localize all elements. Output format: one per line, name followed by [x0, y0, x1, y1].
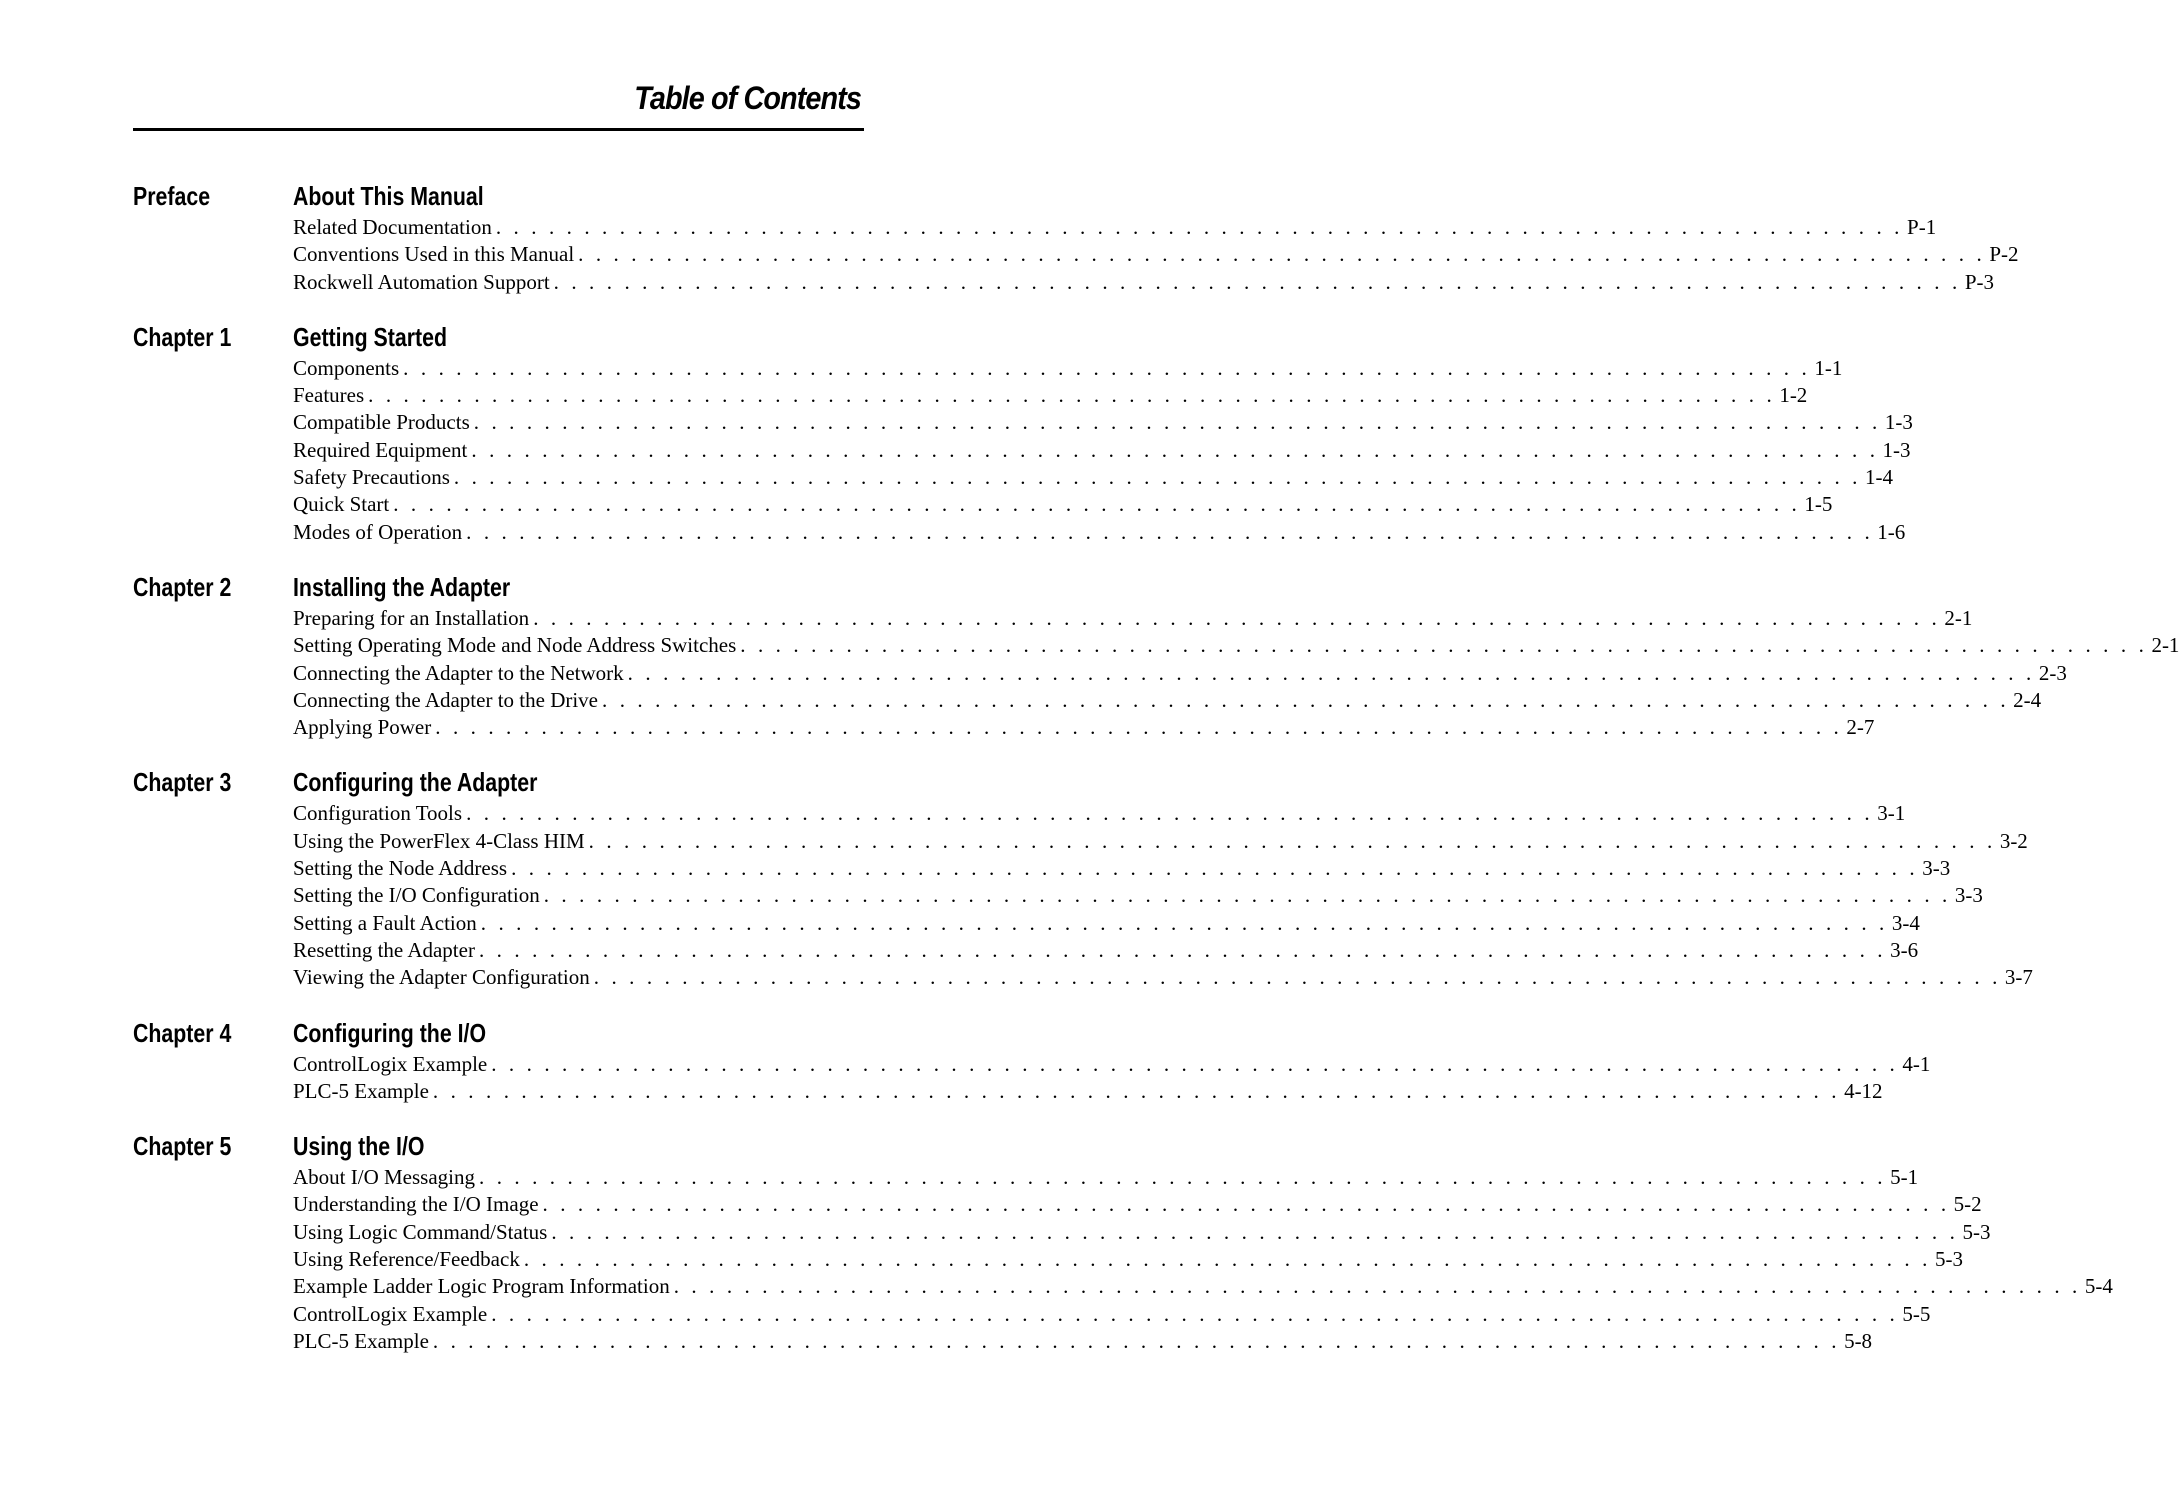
toc-section [133, 319, 1913, 546]
dot-leader: . . . . . . . . . . . . . . . . . . . . . . . . . . . . . . . . . . . . . . . . . . . . . . . . . . . . . . . . . . . . . . . . . . . . . . . . . . . . . . . . [403, 355, 1811, 380]
entry-title: Features [293, 383, 365, 408]
dot-leader: . . . . . . . . . . . . . . . . . . . . . . . . . . . . . . . . . . . . . . . . . . . . . . . . . . . . . . . . . . . . . . . . . . . . . . . . . . . . . . . . [578, 242, 1986, 267]
toc-entry[interactable] [293, 910, 1920, 937]
page-number: 5-8 [1844, 1328, 1873, 1353]
entry-title: Modes of Operation [293, 519, 463, 544]
page-number: 1-3 [1882, 437, 1911, 462]
entry-title: Conventions Used in this Manual [293, 242, 575, 267]
dot-leader: . . . . . . . . . . . . . . . . . . . . . . . . . . . . . . . . . . . . . . . . . . . . . . . . . . . . . . . . . . . . . . . . . . . . . . . . . . . . . . . . [478, 937, 1887, 962]
chapter-label: Chapter 1 [133, 321, 232, 352]
toc-section [133, 178, 2019, 296]
page-number: 3-7 [2004, 965, 2033, 990]
section-body [293, 1128, 2113, 1355]
entry-list [293, 214, 2019, 296]
page-number: 1-6 [1877, 519, 1906, 544]
entry-title: Setting Operating Mode and Node Address Switches [293, 633, 737, 658]
toc-entry[interactable] [293, 632, 2179, 659]
toc-section [133, 569, 2179, 741]
page-number: 1-4 [1865, 465, 1894, 490]
toc-entry[interactable] [293, 1191, 1982, 1218]
toc-entry[interactable] [293, 1246, 1963, 1273]
dot-leader: . . . . . . . . . . . . . . . . . . . . . . . . . . . . . . . . . . . . . . . . . . . . . . . . . . . . . . . . . . . . . . . . . . . . . . . . . . . . . . . . [551, 1219, 1959, 1244]
page-number: 5-3 [1962, 1219, 1991, 1244]
entry-title: Preparing for an Installation [293, 605, 530, 630]
entry-title: Setting the Node Address [293, 856, 508, 881]
dot-leader: . . . . . . . . . . . . . . . . . . . . . . . . . . . . . . . . . . . . . . . . . . . . . . . . . . . . . . . . . . . . . . . . . . . . . . . . . . . . . . . . [473, 410, 1881, 435]
page-number: 3-1 [1877, 801, 1906, 826]
toc-section [133, 1128, 2113, 1355]
section-body [293, 178, 2019, 296]
page-number: 5-3 [1934, 1247, 1963, 1272]
section-title[interactable]: Configuring the I/O [293, 1017, 487, 1048]
section-body [293, 569, 2179, 741]
toc-entry[interactable] [293, 269, 1994, 296]
page-number: 1-1 [1814, 355, 1843, 380]
entry-title: Using Reference/Feedback [293, 1247, 520, 1272]
section-title[interactable]: Getting Started [293, 321, 447, 352]
toc-entry[interactable] [293, 409, 1913, 436]
page-number: 3-6 [1890, 937, 1919, 962]
page-number: 3-2 [1999, 828, 2028, 853]
entry-title: Understanding the I/O Image [293, 1192, 539, 1217]
entry-title: Connecting the Adapter to the Network [293, 660, 624, 685]
entry-title: Setting a Fault Action [293, 910, 477, 935]
entry-title: PLC-5 Example [293, 1328, 429, 1353]
toc-entry[interactable] [293, 1164, 1919, 1191]
entry-title: Compatible Products [293, 410, 470, 435]
page-number: P-3 [1964, 269, 1994, 294]
toc-entry[interactable] [293, 605, 1973, 632]
entry-list [293, 605, 2179, 741]
chapter-label: Chapter 2 [133, 571, 232, 602]
dot-leader: . . . . . . . . . . . . . . . . . . . . . . . . . . . . . . . . . . . . . . . . . . . . . . . . . . . . . . . . . . . . . . . . . . . . . . . . . . . . . . . . [533, 605, 1941, 630]
dot-leader: . . . . . . . . . . . . . . . . . . . . . . . . . . . . . . . . . . . . . . . . . . . . . . . . . . . . . . . . . . . . . . . . . . . . . . . . . . . . . . . . [491, 1301, 1899, 1326]
dot-leader: . . . . . . . . . . . . . . . . . . . . . . . . . . . . . . . . . . . . . . . . . . . . . . . . . . . . . . . . . . . . . . . . . . . . . . . . . . . . . . . . [553, 269, 1961, 294]
toc-entry[interactable] [293, 828, 2028, 855]
page-number: 5-5 [1902, 1301, 1931, 1326]
dot-leader: . . . . . . . . . . . . . . . . . . . . . . . . . . . . . . . . . . . . . . . . . . . . . . . . . . . . . . . . . . . . . . . . . . . . . . . . . . . . . . . . [368, 383, 1776, 408]
title-rule [133, 128, 864, 131]
entry-title: Safety Precautions [293, 465, 450, 490]
dot-leader: . . . . . . . . . . . . . . . . . . . . . . . . . . . . . . . . . . . . . . . . . . . . . . . . . . . . . . . . . . . . . . . . . . . . . . . . . . . . . . . . [466, 801, 1874, 826]
toc-entry[interactable] [293, 519, 1906, 546]
dot-leader: . . . . . . . . . . . . . . . . . . . . . . . . . . . . . . . . . . . . . . . . . . . . . . . . . . . . . . . . . . . . . . . . . . . . . . . . . . . . . . . . [393, 492, 1801, 517]
dot-leader: . . . . . . . . . . . . . . . . . . . . . . . . . . . . . . . . . . . . . . . . . . . . . . . . . . . . . . . . . . . . . . . . . . . . . . . . . . . . . . . . [491, 1051, 1899, 1076]
page-number: 3-3 [1954, 883, 1983, 908]
page-number: 2-7 [1846, 715, 1875, 740]
dot-leader: . . . . . . . . . . . . . . . . . . . . . . . . . . . . . . . . . . . . . . . . . . . . . . . . . . . . . . . . . . . . . . . . . . . . . . . . . . . . . . . . [740, 633, 2148, 658]
toc-section [133, 1015, 1931, 1106]
entry-title: Quick Start [293, 492, 390, 517]
entry-list [293, 1051, 1931, 1106]
section-title[interactable]: Using the I/O [293, 1131, 425, 1162]
toc-entry[interactable] [293, 214, 1937, 241]
dot-leader: . . . . . . . . . . . . . . . . . . . . . . . . . . . . . . . . . . . . . . . . . . . . . . . . . . . . . . . . . . . . . . . . . . . . . . . . . . . . . . . . [435, 715, 1843, 740]
entry-title: Connecting the Adapter to the Drive [293, 687, 599, 712]
dot-leader: . . . . . . . . . . . . . . . . . . . . . . . . . . . . . . . . . . . . . . . . . . . . . . . . . . . . . . . . . . . . . . . . . . . . . . . . . . . . . . . . [479, 1165, 1887, 1190]
page-number: 2-1 [2151, 633, 2179, 658]
entry-title: Viewing the Adapter Configuration [293, 965, 590, 990]
dot-leader: . . . . . . . . . . . . . . . . . . . . . . . . . . . . . . . . . . . . . . . . . . . . . . . . . . . . . . . . . . . . . . . . . . . . . . . . . . . . . . . . [523, 1247, 1931, 1272]
page-number: 1-3 [1884, 410, 1913, 435]
toc-entry[interactable] [293, 464, 1894, 491]
page-number: P-2 [1989, 242, 2019, 267]
section-body [293, 764, 2033, 991]
toc-entry[interactable] [293, 687, 2042, 714]
dot-leader: . . . . . . . . . . . . . . . . . . . . . . . . . . . . . . . . . . . . . . . . . . . . . . . . . . . . . . . . . . . . . . . . . . . . . . . . . . . . . . . . [673, 1274, 2081, 1299]
entry-title: Components [293, 355, 400, 380]
page-number: 3-3 [1922, 856, 1951, 881]
toc-entry[interactable] [293, 355, 1843, 382]
page-number: 1-2 [1779, 383, 1808, 408]
toc-entry[interactable] [293, 241, 2019, 268]
toc-entry[interactable] [293, 382, 1808, 409]
section-body [293, 319, 1913, 546]
toc-entry[interactable] [293, 1051, 1931, 1078]
page-number: 1-5 [1804, 492, 1833, 517]
entry-list [293, 800, 2033, 991]
entry-title: PLC-5 Example [293, 1078, 429, 1103]
toc-section [133, 764, 2033, 991]
toc-entry[interactable] [293, 437, 1911, 464]
entry-title: ControlLogix Example [293, 1051, 488, 1076]
entry-title: Related Documentation [293, 215, 492, 239]
entry-title: Setting the I/O Configuration [293, 883, 540, 908]
toc-entry[interactable] [293, 855, 1951, 882]
page-number: 3-4 [1891, 910, 1920, 935]
toc-entry[interactable] [293, 1273, 2113, 1300]
toc-entry[interactable] [293, 1301, 1931, 1328]
chapter-label: Preface [133, 181, 211, 211]
toc-entry[interactable] [293, 882, 1983, 909]
dot-leader: . . . . . . . . . . . . . . . . . . . . . . . . . . . . . . . . . . . . . . . . . . . . . . . . . . . . . . . . . . . . . . . . . . . . . . . . . . . . . . . . [471, 437, 1879, 462]
dot-leader: . . . . . . . . . . . . . . . . . . . . . . . . . . . . . . . . . . . . . . . . . . . . . . . . . . . . . . . . . . . . . . . . . . . . . . . . . . . . . . . . [593, 965, 2001, 990]
dot-leader: . . . . . . . . . . . . . . . . . . . . . . . . . . . . . . . . . . . . . . . . . . . . . . . . . . . . . . . . . . . . . . . . . . . . . . . . . . . . . . . . [466, 519, 1874, 544]
toc-entry[interactable] [293, 937, 1919, 964]
entry-title: Rockwell Automation Support [293, 269, 550, 294]
page-number: 2-1 [1944, 605, 1973, 630]
dot-leader: . . . . . . . . . . . . . . . . . . . . . . . . . . . . . . . . . . . . . . . . . . . . . . . . . . . . . . . . . . . . . . . . . . . . . . . . . . . . . . . . [432, 1078, 1841, 1103]
toc-entry[interactable] [293, 800, 1906, 827]
toc-entry[interactable] [293, 964, 2033, 991]
page-number: P-1 [1907, 215, 1937, 239]
entry-title: Configuration Tools [293, 801, 463, 826]
dot-leader: . . . . . . . . . . . . . . . . . . . . . . . . . . . . . . . . . . . . . . . . . . . . . . . . . . . . . . . . . . . . . . . . . . . . . . . . . . . . . . . . [495, 215, 1904, 239]
dot-leader: . . . . . . . . . . . . . . . . . . . . . . . . . . . . . . . . . . . . . . . . . . . . . . . . . . . . . . . . . . . . . . . . . . . . . . . . . . . . . . . . [542, 1192, 1950, 1217]
entry-title: Using the PowerFlex 4-Class HIM [293, 828, 585, 853]
dot-leader: . . . . . . . . . . . . . . . . . . . . . . . . . . . . . . . . . . . . . . . . . . . . . . . . . . . . . . . . . . . . . . . . . . . . . . . . . . . . . . . . [588, 828, 1996, 853]
section-title[interactable]: About This Manual [293, 181, 484, 211]
dot-leader: . . . . . . . . . . . . . . . . . . . . . . . . . . . . . . . . . . . . . . . . . . . . . . . . . . . . . . . . . . . . . . . . . . . . . . . . . . . . . . . . [480, 910, 1888, 935]
page-number: 5-2 [1953, 1192, 1982, 1217]
chapter-label: Chapter 5 [133, 1131, 232, 1162]
entry-title: ControlLogix Example [293, 1301, 488, 1326]
table-of-contents [133, 178, 2179, 1378]
entry-title: Resetting the Adapter [293, 937, 475, 962]
dot-leader: . . . . . . . . . . . . . . . . . . . . . . . . . . . . . . . . . . . . . . . . . . . . . . . . . . . . . . . . . . . . . . . . . . . . . . . . . . . . . . . . [432, 1328, 1841, 1353]
toc-entry[interactable] [293, 714, 1875, 741]
page-title: Table of Contents [634, 80, 861, 116]
toc-entry[interactable] [293, 491, 1833, 518]
dot-leader: . . . . . . . . . . . . . . . . . . . . . . . . . . . . . . . . . . . . . . . . . . . . . . . . . . . . . . . . . . . . . . . . . . . . . . . . . . . . . . . . [627, 660, 2035, 685]
toc-entry[interactable] [293, 1328, 1873, 1355]
page-number: 5-4 [2084, 1274, 2113, 1299]
dot-leader: . . . . . . . . . . . . . . . . . . . . . . . . . . . . . . . . . . . . . . . . . . . . . . . . . . . . . . . . . . . . . . . . . . . . . . . . . . . . . . . . [543, 883, 1951, 908]
entry-list [293, 355, 1913, 546]
page-number: 2-3 [2038, 660, 2067, 685]
page-number: 2-4 [2013, 687, 2042, 712]
chapter-label: Chapter 3 [133, 767, 232, 798]
entry-title: Using Logic Command/Status [293, 1219, 548, 1244]
dot-leader: . . . . . . . . . . . . . . . . . . . . . . . . . . . . . . . . . . . . . . . . . . . . . . . . . . . . . . . . . . . . . . . . . . . . . . . . . . . . . . . . [511, 856, 1919, 881]
toc-entry[interactable] [293, 1219, 1991, 1246]
dot-leader: . . . . . . . . . . . . . . . . . . . . . . . . . . . . . . . . . . . . . . . . . . . . . . . . . . . . . . . . . . . . . . . . . . . . . . . . . . . . . . . . [453, 465, 1862, 490]
toc-entry[interactable] [293, 1078, 1883, 1105]
section-title[interactable]: Installing the Adapter [293, 571, 511, 602]
chapter-label: Chapter 4 [133, 1017, 232, 1048]
page-number: 4-12 [1844, 1078, 1883, 1103]
entry-title: Applying Power [293, 715, 432, 740]
section-title[interactable]: Configuring the Adapter [293, 767, 538, 798]
dot-leader: . . . . . . . . . . . . . . . . . . . . . . . . . . . . . . . . . . . . . . . . . . . . . . . . . . . . . . . . . . . . . . . . . . . . . . . . . . . . . . . . [602, 687, 2010, 712]
entry-list [293, 1164, 2113, 1355]
page-number: 5-1 [1890, 1165, 1919, 1190]
entry-title: About I/O Messaging [293, 1165, 475, 1190]
section-body [293, 1015, 1931, 1106]
entry-title: Required Equipment [293, 437, 468, 462]
toc-entry[interactable] [293, 660, 2067, 687]
page-number: 4-1 [1902, 1051, 1931, 1076]
entry-title: Example Ladder Logic Program Information [293, 1274, 670, 1299]
